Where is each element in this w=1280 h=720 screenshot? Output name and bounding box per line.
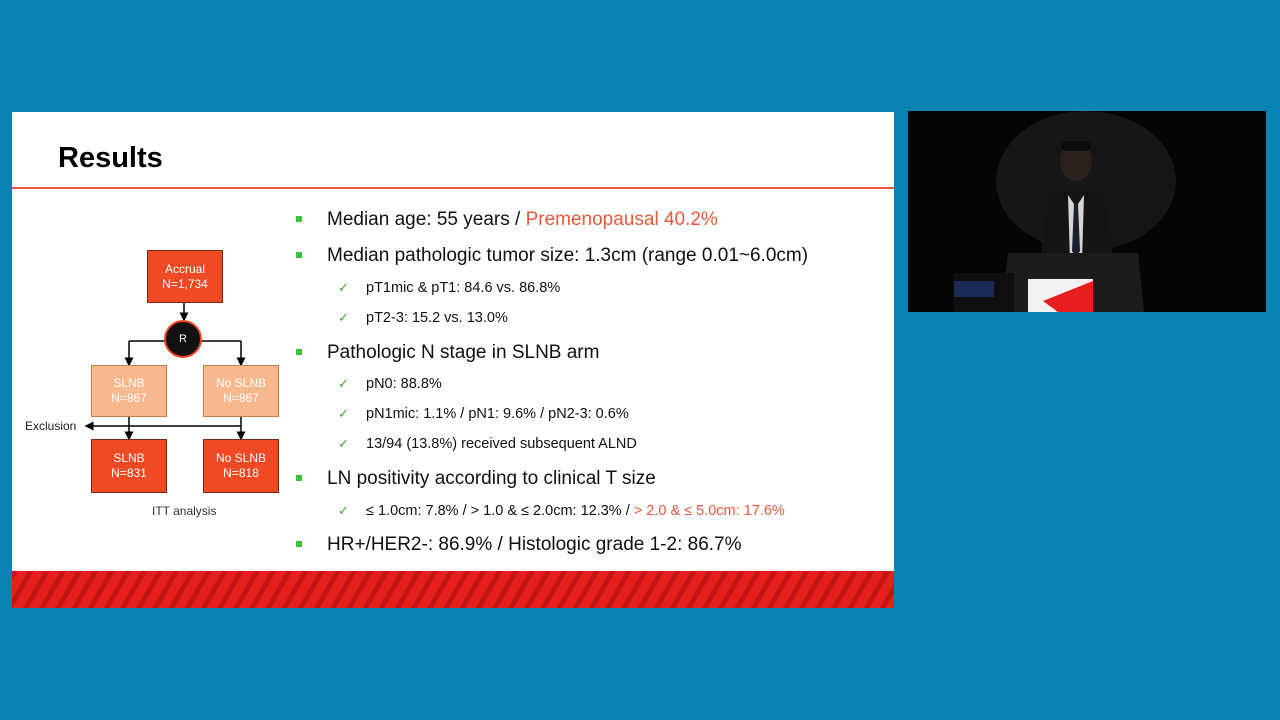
median-age-text: Median age: 55 years /	[327, 209, 526, 230]
bullet-square-icon	[296, 216, 302, 222]
accrual-count: N=1,734	[162, 276, 208, 291]
bullet-median-age	[327, 209, 718, 231]
t-size-text: ≤ 1.0cm: 7.8% / > 1.0 & ≤ 2.0cm: 12.3% /	[366, 503, 634, 519]
itt-analysis-label: ITT analysis	[152, 504, 217, 518]
speaker-video	[908, 111, 1266, 312]
slnb-arm-label: SLNB	[113, 376, 145, 390]
premenopausal-text: Premenopausal 40.2%	[525, 209, 718, 230]
slnb-itt-count: N=831	[111, 466, 147, 480]
check-icon: ✓	[338, 503, 349, 518]
check-icon: ✓	[338, 376, 349, 391]
exclusion-label: Exclusion	[25, 419, 77, 433]
no-slnb-arm-box	[203, 365, 279, 417]
check-icon: ✓	[338, 310, 349, 325]
accrual-box	[147, 250, 223, 303]
bullet-n-stage: Pathologic N stage in SLNB arm	[327, 342, 600, 363]
check-icon: ✓	[338, 406, 349, 421]
sub-bullet-pn1: pN1mic: 1.1% / pN1: 9.6% / pN2-3: 0.6%	[366, 406, 629, 422]
no-slnb-itt-label: No SLNB	[215, 451, 267, 465]
t-size-large-text: > 2.0 & ≤ 5.0cm: 17.6%	[633, 503, 785, 519]
sub-bullet-alnd: 13/94 (13.8%) received subsequent ALND	[366, 436, 637, 452]
sub-bullet-pt23: pT2-3: 15.2 vs. 13.0%	[366, 310, 508, 326]
slnb-arm-count: N=867	[111, 391, 147, 405]
presentation-slide	[12, 112, 894, 608]
slide-footer-band	[12, 571, 894, 608]
no-slnb-itt-box	[203, 439, 279, 493]
slnb-itt-box	[91, 439, 167, 493]
bullet-square-icon	[296, 252, 302, 258]
no-slnb-arm-label: No SLNB	[215, 376, 267, 390]
bullet-ln-positivity: LN positivity according to clinical T size	[327, 468, 656, 489]
bullet-square-icon	[296, 349, 302, 355]
bullet-square-icon	[296, 475, 302, 481]
speaker-video-frame	[908, 111, 1266, 312]
check-icon: ✓	[338, 436, 349, 451]
randomization-node: R	[164, 320, 202, 358]
slnb-itt-label: SLNB	[113, 451, 145, 465]
check-icon: ✓	[338, 280, 349, 295]
bullet-hr-her2: HR+/HER2-: 86.9% / Histologic grade 1-2: 86.7%	[327, 534, 742, 555]
sub-bullet-t-size	[366, 503, 785, 519]
no-slnb-itt-count: N=818	[223, 466, 259, 480]
sub-bullet-pn0: pN0: 88.8%	[366, 376, 442, 392]
slnb-arm-box	[91, 365, 167, 417]
accrual-label: Accrual	[164, 261, 205, 276]
bullet-square-icon	[296, 541, 302, 547]
sub-bullet-pt1: pT1mic & pT1: 84.6 vs. 86.8%	[366, 280, 561, 296]
bullet-tumor-size: Median pathologic tumor size: 1.3cm (range 0.01~6.0cm)	[327, 245, 809, 266]
slide-title: Results	[58, 142, 163, 174]
no-slnb-arm-count: N=867	[223, 391, 259, 405]
